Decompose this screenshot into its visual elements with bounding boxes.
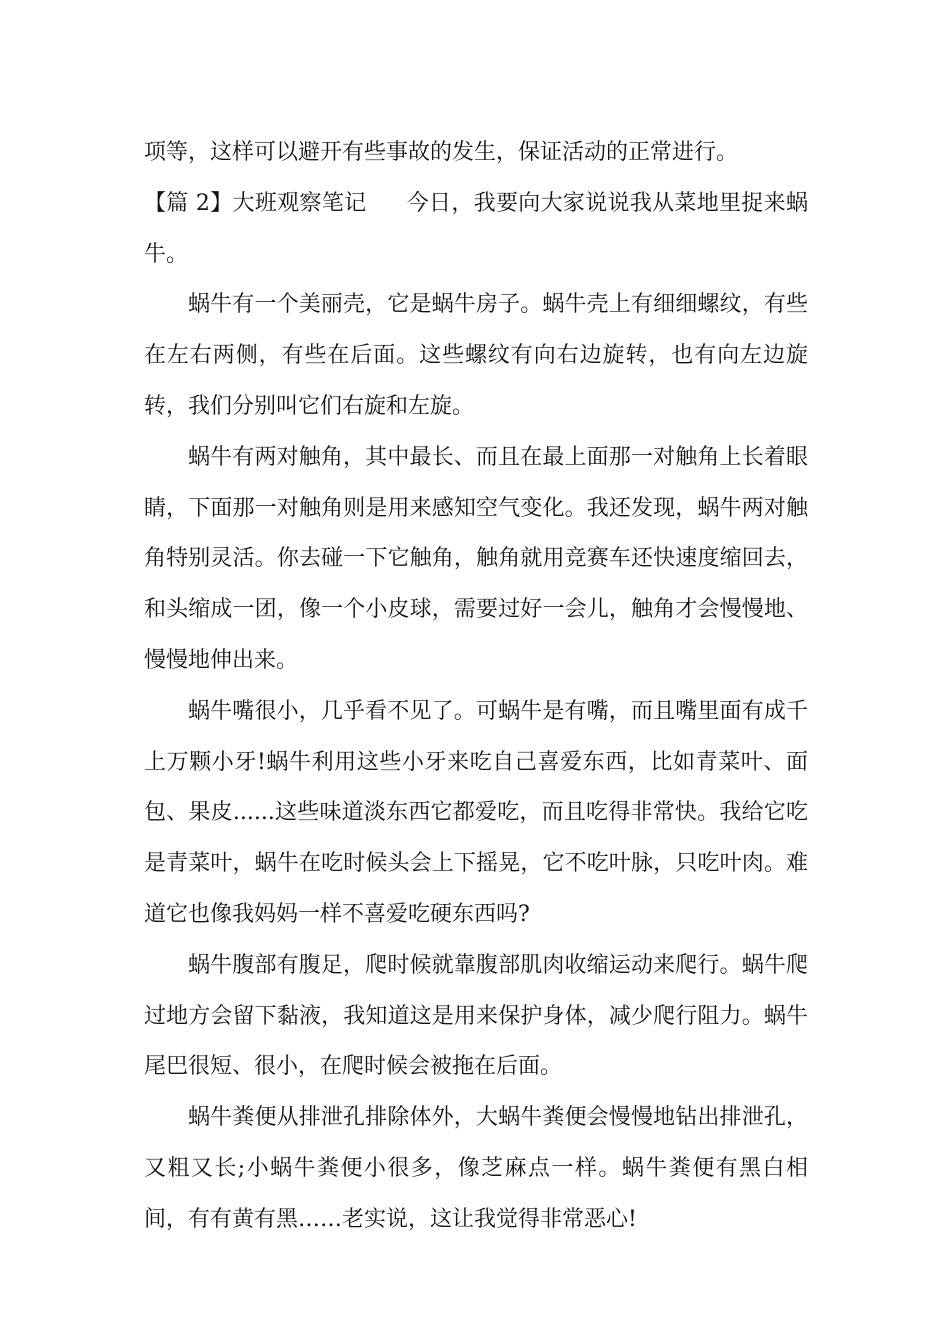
continuation-paragraph: 项等，这样可以避开有些事故的发生，保证活动的正常进行。 <box>144 140 739 165</box>
section-intro: 今日，我要向大家说说我从菜地里捉来蜗牛。 <box>144 190 808 267</box>
paragraph-waste: 蜗牛粪便从排泄孔排除体外，大蜗牛粪便会慢慢地钻出排泄孔，又粗又长;小蜗牛粪便小很多，像芝麻点一样。蜗牛粪便有黑白相间，有有黄有黑……老实说，这让我觉得非常恶心! <box>144 1105 808 1232</box>
section-label: 【篇 2】大班观察笔记 <box>144 190 367 216</box>
paragraph-shell: 蜗牛有一个美丽壳，它是蜗牛房子。蜗牛壳上有细细螺纹，有些在左右两侧，有些在后面。这些螺纹有向右边旋转，也有向左边旋转，我们分别叫它们右旋和左旋。 <box>144 292 808 419</box>
document-body <box>144 128 808 1246</box>
paragraph-antennae: 蜗牛有两对触角，其中最长、而且在最上面那一对触角上长着眼睛，下面那一对触角则是用来感知空气变化。我还发现，蜗牛两对触角特别灵活。你去碰一下它触角，触角就用竞赛车还快速度缩回去，和头缩成一团，像一个小皮球，需要过好一会儿，触角才会慢慢地、慢慢地伸出来。 <box>144 444 808 673</box>
paragraph-mouth: 蜗牛嘴很小，几乎看不见了。可蜗牛是有嘴，而且嘴里面有成千上万颗小牙!蜗牛利用这些小牙来吃自己喜爱东西，比如青菜叶、面包、果皮......这些味道淡东西它都爱吃，而且吃得非常快。我给它吃是青菜叶，蜗牛在吃时候头会上下摇晃，它不吃叶脉，只吃叶肉。难道它也像我妈妈一样不喜爱吃硬东西吗? <box>144 698 808 927</box>
section-heading-paragraph <box>144 179 808 281</box>
paragraph-foot: 蜗牛腹部有腹足，爬时候就靠腹部肌肉收缩运动来爬行。蜗牛爬过地方会留下黏液，我知道这是用来保护身体，减少爬行阻力。蜗牛尾巴很短、很小，在爬时候会被拖在后面。 <box>144 952 808 1080</box>
